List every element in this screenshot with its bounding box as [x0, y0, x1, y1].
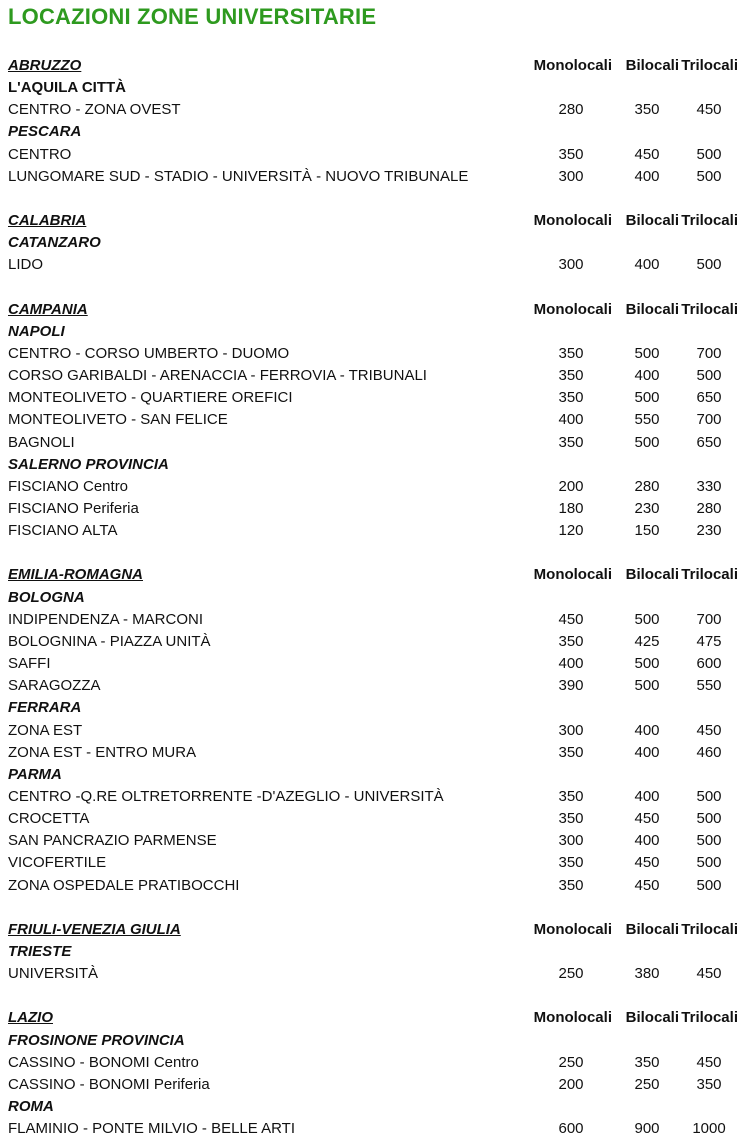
zone-name: ZONA EST - ENTRO MURA — [8, 743, 197, 761]
price-trilocali: 600 — [696, 655, 722, 673]
price-monolocali: 350 — [558, 743, 584, 761]
price-monolocali: 350 — [558, 876, 584, 894]
city-name: NAPOLI — [8, 322, 65, 340]
price-trilocali: 650 — [696, 433, 722, 451]
price-bilocali: 450 — [634, 854, 660, 872]
price-trilocali: 475 — [696, 632, 722, 650]
price-monolocali: 600 — [558, 1120, 584, 1138]
price-bilocali: 550 — [634, 411, 660, 429]
city-row — [8, 232, 742, 254]
city-name: ROMA — [8, 1098, 54, 1116]
header-monolocali: Monolocali — [533, 300, 612, 318]
zone-row — [8, 432, 742, 454]
zone-name: SAN PANCRAZIO PARMENSE — [8, 832, 217, 850]
price-trilocali: 650 — [696, 389, 722, 407]
header-monolocali: Monolocali — [533, 920, 612, 938]
region-row — [8, 564, 742, 586]
price-monolocali: 120 — [558, 522, 584, 540]
header-monolocali: Monolocali — [533, 212, 612, 230]
region-name: ABRUZZO — [8, 57, 82, 74]
city-name: SALERNO PROVINCIA — [8, 455, 169, 473]
zone-name: CASSINO - BONOMI Centro — [8, 1053, 199, 1071]
city-name: PESCARA — [8, 123, 82, 141]
price-monolocali: 350 — [558, 367, 584, 385]
header-monolocali: Monolocali — [533, 57, 612, 74]
price-monolocali: 350 — [558, 787, 584, 805]
price-monolocali: 280 — [558, 101, 584, 119]
price-bilocali: 500 — [634, 389, 660, 407]
price-bilocali: 400 — [634, 743, 660, 761]
zone-row — [8, 387, 742, 409]
price-bilocali: 450 — [634, 810, 660, 828]
zone-row — [8, 786, 742, 808]
page-title: LOCAZIONI ZONE UNIVERSITARIE — [8, 4, 377, 29]
price-trilocali: 230 — [696, 522, 722, 540]
zone-row — [8, 852, 742, 874]
price-trilocali: 500 — [696, 145, 722, 163]
zone-name: VICOFERTILE — [8, 854, 107, 872]
price-trilocali: 1000 — [692, 1120, 726, 1138]
price-bilocali: 400 — [634, 367, 660, 385]
zone-name: CENTRO — [8, 145, 72, 163]
price-bilocali: 400 — [634, 832, 660, 850]
price-monolocali: 350 — [558, 389, 584, 407]
price-trilocali: 500 — [696, 876, 722, 894]
zone-name: CROCETTA — [8, 810, 90, 828]
price-monolocali: 350 — [558, 632, 584, 650]
zone-name: CASSINO - BONOMI Periferia — [8, 1075, 210, 1093]
zone-name: CENTRO - ZONA OVEST — [8, 101, 181, 119]
region-name: EMILIA-ROMAGNA — [8, 566, 143, 584]
city-name: FROSINONE PROVINCIA — [8, 1031, 185, 1049]
price-trilocali: 700 — [696, 411, 722, 429]
price-trilocali: 450 — [696, 965, 722, 983]
price-bilocali: 380 — [634, 965, 660, 983]
city-row — [8, 121, 742, 143]
zone-name: FLAMINIO - PONTE MILVIO - BELLE ARTI — [8, 1120, 296, 1138]
zone-row — [8, 742, 742, 764]
zone-row — [8, 254, 742, 276]
price-bilocali: 450 — [634, 145, 660, 163]
header-bilocali: Bilocali — [625, 920, 679, 938]
price-bilocali: 400 — [634, 167, 660, 185]
zone-name: FISCIANO Centro — [8, 477, 129, 495]
zone-name: ZONA EST — [8, 721, 83, 739]
zone-row — [8, 609, 742, 631]
price-monolocali: 200 — [558, 1075, 584, 1093]
price-trilocali: 500 — [696, 832, 722, 850]
city-row — [8, 1096, 742, 1118]
zone-name: ZONA OSPEDALE PRATIBOCCHI — [8, 876, 240, 894]
region-row — [8, 55, 742, 77]
zone-name: CENTRO -Q.RE OLTRETORRENTE -D'AZEGLIO - UNIVERSITÀ — [8, 787, 444, 805]
zone-row — [8, 99, 742, 121]
price-bilocali: 350 — [634, 1053, 660, 1071]
zone-row — [8, 720, 742, 742]
city-name: PARMA — [8, 765, 62, 783]
header-trilocali: Trilocali — [681, 1009, 738, 1027]
zone-name: LUNGOMARE SUD - STADIO - UNIVERSITÀ - NUOVO TRIBUNALE — [8, 167, 469, 185]
header-bilocali: Bilocali — [625, 1009, 679, 1027]
price-monolocali: 250 — [558, 1053, 584, 1071]
zone-row — [8, 476, 742, 498]
city-row — [8, 764, 742, 786]
header-bilocali: Bilocali — [625, 566, 679, 584]
price-bilocali: 900 — [634, 1120, 660, 1138]
price-monolocali: 400 — [558, 655, 584, 673]
city-row — [8, 697, 742, 719]
region-name: CAMPANIA — [8, 300, 88, 318]
city-row — [8, 1030, 742, 1052]
price-bilocali: 450 — [634, 876, 660, 894]
price-bilocali: 230 — [634, 500, 660, 517]
header-bilocali: Bilocali — [625, 57, 679, 74]
price-monolocali: 300 — [558, 256, 584, 274]
price-monolocali: 250 — [558, 965, 584, 983]
zone-name: INDIPENDENZA - MARCONI — [8, 610, 204, 628]
zone-name: UNIVERSITÀ — [8, 965, 99, 983]
price-trilocali: 700 — [696, 610, 722, 628]
zone-row — [8, 498, 742, 520]
price-monolocali: 180 — [558, 500, 584, 517]
zone-name: FISCIANO Periferia — [8, 500, 139, 517]
price-monolocali: 350 — [558, 433, 584, 451]
price-monolocali: 350 — [558, 145, 584, 163]
header-trilocali: Trilocali — [681, 300, 738, 318]
zone-row — [8, 631, 742, 653]
city-row — [8, 454, 742, 476]
price-trilocali: 280 — [696, 500, 722, 517]
zone-row — [8, 1074, 742, 1096]
city-row — [8, 941, 742, 963]
city-name: TRIESTE — [8, 943, 72, 960]
zone-row — [8, 675, 742, 697]
city-row — [8, 321, 742, 343]
price-bilocali: 400 — [634, 787, 660, 805]
price-trilocali: 500 — [696, 167, 722, 185]
zone-row — [8, 963, 742, 985]
price-bilocali: 500 — [634, 655, 660, 673]
price-trilocali: 350 — [696, 1075, 722, 1093]
city-name: CATANZARO — [8, 234, 101, 252]
price-bilocali: 280 — [634, 477, 660, 495]
zone-name: SARAGOZZA — [8, 677, 101, 695]
price-bilocali: 250 — [634, 1075, 660, 1093]
price-trilocali: 330 — [696, 477, 722, 495]
price-monolocali: 350 — [558, 854, 584, 872]
zone-row — [8, 830, 742, 852]
region-row — [8, 210, 742, 232]
price-trilocali: 500 — [696, 854, 722, 872]
price-trilocali: 700 — [696, 344, 722, 362]
zone-row — [8, 653, 742, 675]
price-trilocali: 500 — [696, 256, 722, 274]
price-trilocali: 550 — [696, 677, 722, 695]
zone-row — [8, 343, 742, 365]
price-trilocali: 450 — [696, 101, 722, 119]
zone-row — [8, 166, 742, 188]
zone-row — [8, 144, 742, 166]
zone-row — [8, 808, 742, 830]
price-bilocali: 500 — [634, 433, 660, 451]
header-monolocali: Monolocali — [533, 566, 612, 584]
price-trilocali: 500 — [696, 367, 722, 385]
price-bilocali: 500 — [634, 677, 660, 695]
header-trilocali: Trilocali — [681, 212, 738, 230]
city-name: BOLOGNA — [8, 588, 85, 606]
region-row — [8, 1007, 742, 1029]
price-bilocali: 425 — [634, 632, 660, 650]
region-row — [8, 299, 742, 321]
header-trilocali: Trilocali — [681, 920, 738, 938]
zone-name: BAGNOLI — [8, 433, 75, 451]
price-monolocali: 300 — [558, 167, 584, 185]
header-bilocali: Bilocali — [625, 212, 679, 230]
zone-row — [8, 1118, 742, 1140]
zone-name: CENTRO - CORSO UMBERTO - DUOMO — [8, 344, 290, 362]
region-name: LAZIO — [8, 1009, 53, 1027]
price-monolocali: 350 — [558, 344, 584, 362]
city-name: FERRARA — [8, 699, 82, 717]
price-trilocali: 460 — [696, 743, 722, 761]
zone-row — [8, 520, 742, 542]
zone-row — [8, 365, 742, 387]
price-trilocali: 450 — [696, 721, 722, 739]
header-bilocali: Bilocali — [625, 300, 679, 318]
zone-name: LIDO — [8, 256, 44, 274]
price-monolocali: 450 — [558, 610, 584, 628]
price-bilocali: 400 — [634, 256, 660, 274]
header-trilocali: Trilocali — [681, 566, 738, 584]
region-name: FRIULI-VENEZIA GIULIA — [8, 920, 181, 938]
zone-row — [8, 1052, 742, 1074]
price-trilocali: 500 — [696, 810, 722, 828]
zone-name: CORSO GARIBALDI - ARENACCIA - FERROVIA - TRIBUNALI — [8, 367, 427, 385]
price-bilocali: 150 — [634, 522, 660, 540]
price-trilocali: 450 — [696, 1053, 722, 1071]
price-trilocali: 500 — [696, 787, 722, 805]
region-row — [8, 919, 742, 941]
price-monolocali: 350 — [558, 810, 584, 828]
price-monolocali: 390 — [558, 677, 584, 695]
price-bilocali: 400 — [634, 721, 660, 739]
price-bilocali: 350 — [634, 101, 660, 119]
city-name: L'AQUILA CITTÀ — [8, 79, 126, 97]
price-bilocali: 500 — [634, 610, 660, 628]
price-monolocali: 200 — [558, 477, 584, 495]
header-trilocali: Trilocali — [681, 57, 738, 74]
price-monolocali: 400 — [558, 411, 584, 429]
price-monolocali: 300 — [558, 832, 584, 850]
city-row — [8, 77, 742, 99]
city-row — [8, 587, 742, 609]
price-bilocali: 500 — [634, 344, 660, 362]
zone-row — [8, 875, 742, 897]
zone-name: SAFFI — [8, 655, 51, 673]
zone-name: BOLOGNINA - PIAZZA UNITÀ — [8, 632, 211, 650]
price-monolocali: 300 — [558, 721, 584, 739]
zone-name: FISCIANO ALTA — [8, 522, 118, 540]
zone-row — [8, 409, 742, 431]
zone-name: MONTEOLIVETO - SAN FELICE — [8, 411, 228, 429]
region-name: CALABRIA — [8, 212, 87, 230]
zone-name: MONTEOLIVETO - QUARTIERE OREFICI — [8, 389, 293, 407]
header-monolocali: Monolocali — [533, 1009, 612, 1027]
